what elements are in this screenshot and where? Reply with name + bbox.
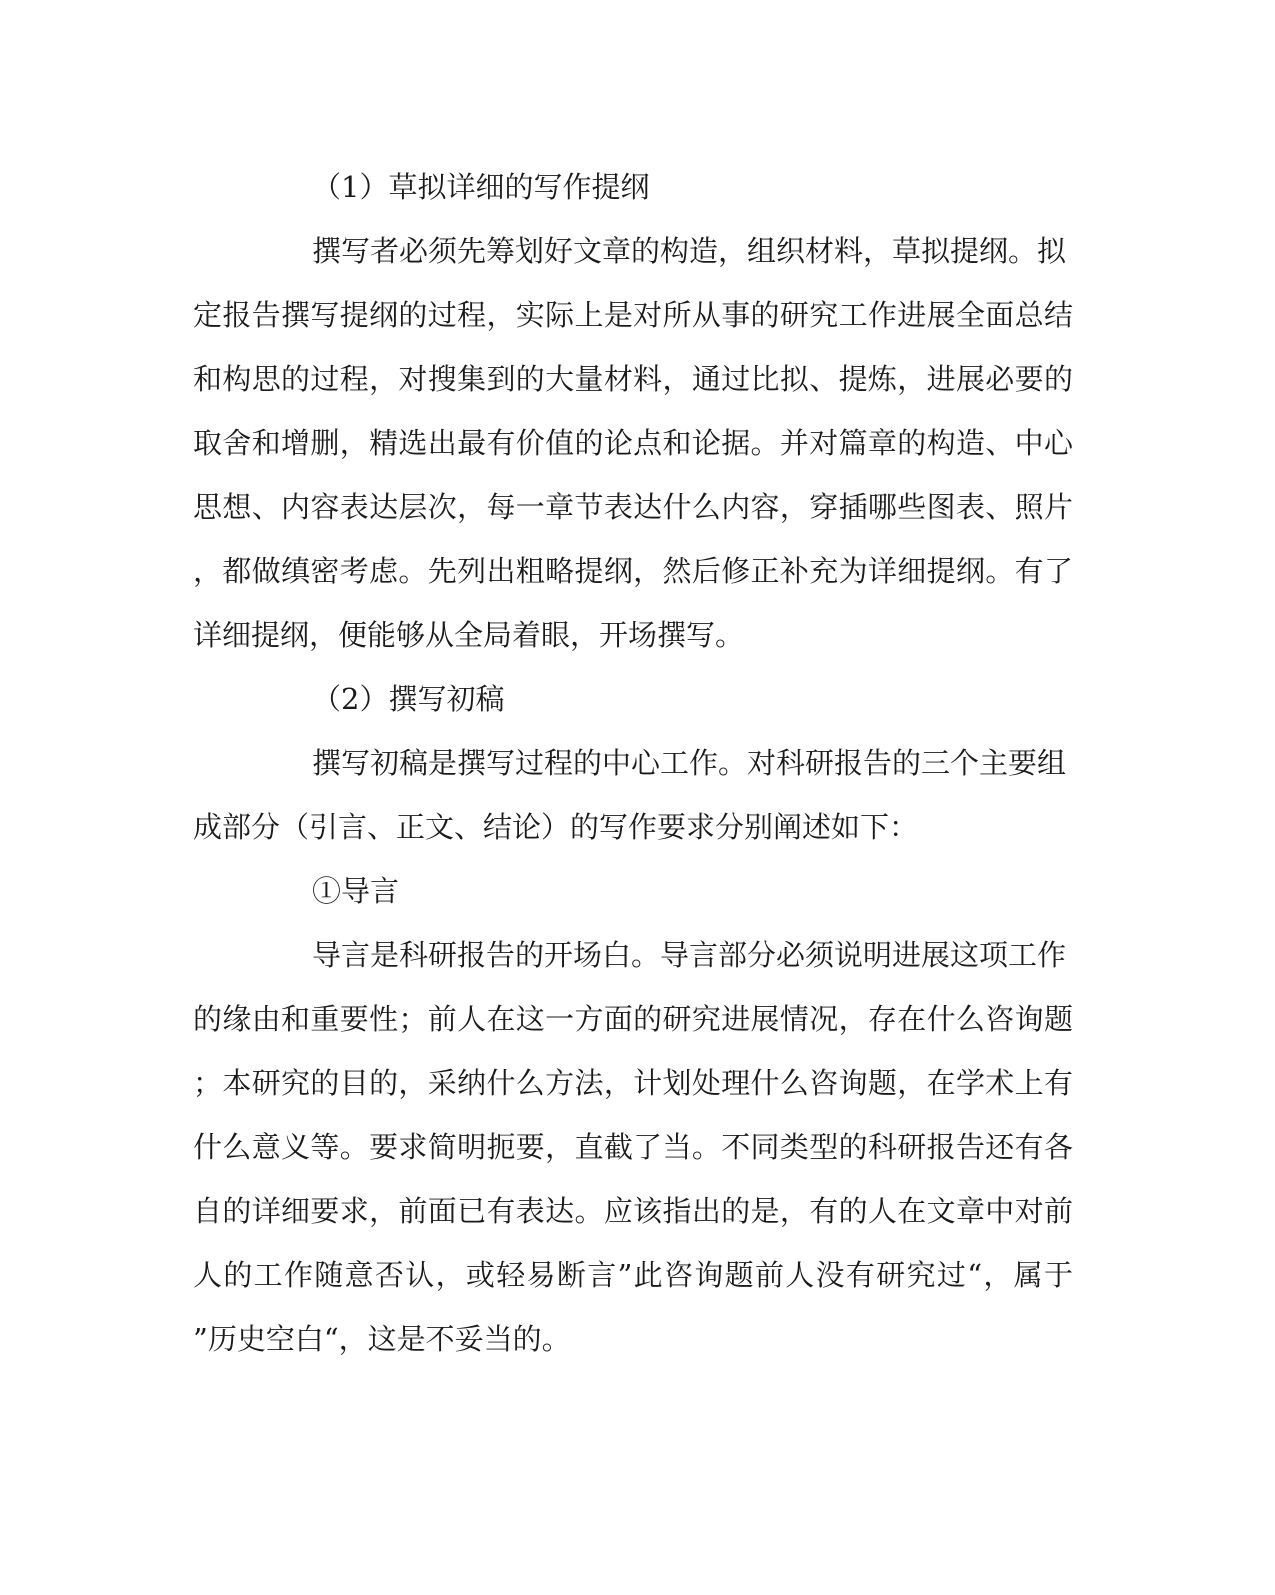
paragraph-line [0,1179,1275,1243]
paragraph-line [0,347,1275,411]
paragraph-line [0,923,1275,987]
heading-outline [0,155,1275,219]
line-text: 的缘由和重要性；前人在这一方面的研究进展情况，存在什么咨询题 [193,1002,1073,1036]
paragraph-line [0,219,1275,283]
paragraph-line [0,1115,1275,1179]
line-text: 撰写者必须先筹划好文章的构造，组织材料，草拟提纲。拟 [312,234,1067,268]
heading-introduction [0,859,1275,923]
line-text: ；本研究的目的，采纳什么方法，计划处理什么咨询题，在学术上有 [193,1066,1073,1100]
paragraph-line [0,539,1275,603]
paragraph-line [0,1051,1275,1115]
paragraph-line [0,283,1275,347]
paragraph-line [0,987,1275,1051]
heading-draft [0,667,1275,731]
line-text: 导言是科研报告的开场白。导言部分必须说明进展这项工作 [312,938,1067,972]
line-text: （1）草拟详细的写作提纲 [312,170,650,204]
line-text: ，都做缜密考虑。先列出粗略提纲，然后修正补充为详细提纲。有了 [193,554,1073,588]
paragraph-line [0,603,1275,667]
paragraph-line [0,1307,1275,1371]
line-text: 取舍和增删，精选出最有价值的论点和论据。并对篇章的构造、中心 [193,426,1073,460]
line-text: 人的工作随意否认，或轻易断言”此咨询题前人没有研究过“，属于 [193,1258,1073,1292]
line-text: 自的详细要求，前面已有表达。应该指出的是，有的人在文章中对前 [193,1194,1073,1228]
paragraph-line [0,731,1275,795]
paragraph-line [0,795,1275,859]
paragraph-line [0,411,1275,475]
line-text: ”历史空白“，这是不妥当的。 [193,1322,571,1356]
line-text: 定报告撰写提纲的过程，实际上是对所从事的研究工作进展全面总结 [193,298,1073,332]
paragraph-line [0,475,1275,539]
line-text: 撰写初稿是撰写过程的中心工作。对科研报告的三个主要组 [312,746,1067,780]
paragraph-line [0,1243,1275,1307]
line-text: 思想、内容表达层次，每一章节表达什么内容，穿插哪些图表、照片 [193,490,1073,524]
line-text: （2）撰写初稿 [312,682,505,716]
line-text: 和构思的过程，对搜集到的大量材料，通过比拟、提炼，进展必要的 [193,362,1073,396]
line-text: 成部分（引言、正文、结论）的写作要求分别阐述如下： [193,810,919,844]
line-text: ①导言 [312,874,400,908]
line-text: 详细提纲，便能够从全局着眼，开场撰写。 [193,618,745,652]
line-text: 什么意义等。要求简明扼要，直截了当。不同类型的科研报告还有各 [193,1130,1073,1164]
